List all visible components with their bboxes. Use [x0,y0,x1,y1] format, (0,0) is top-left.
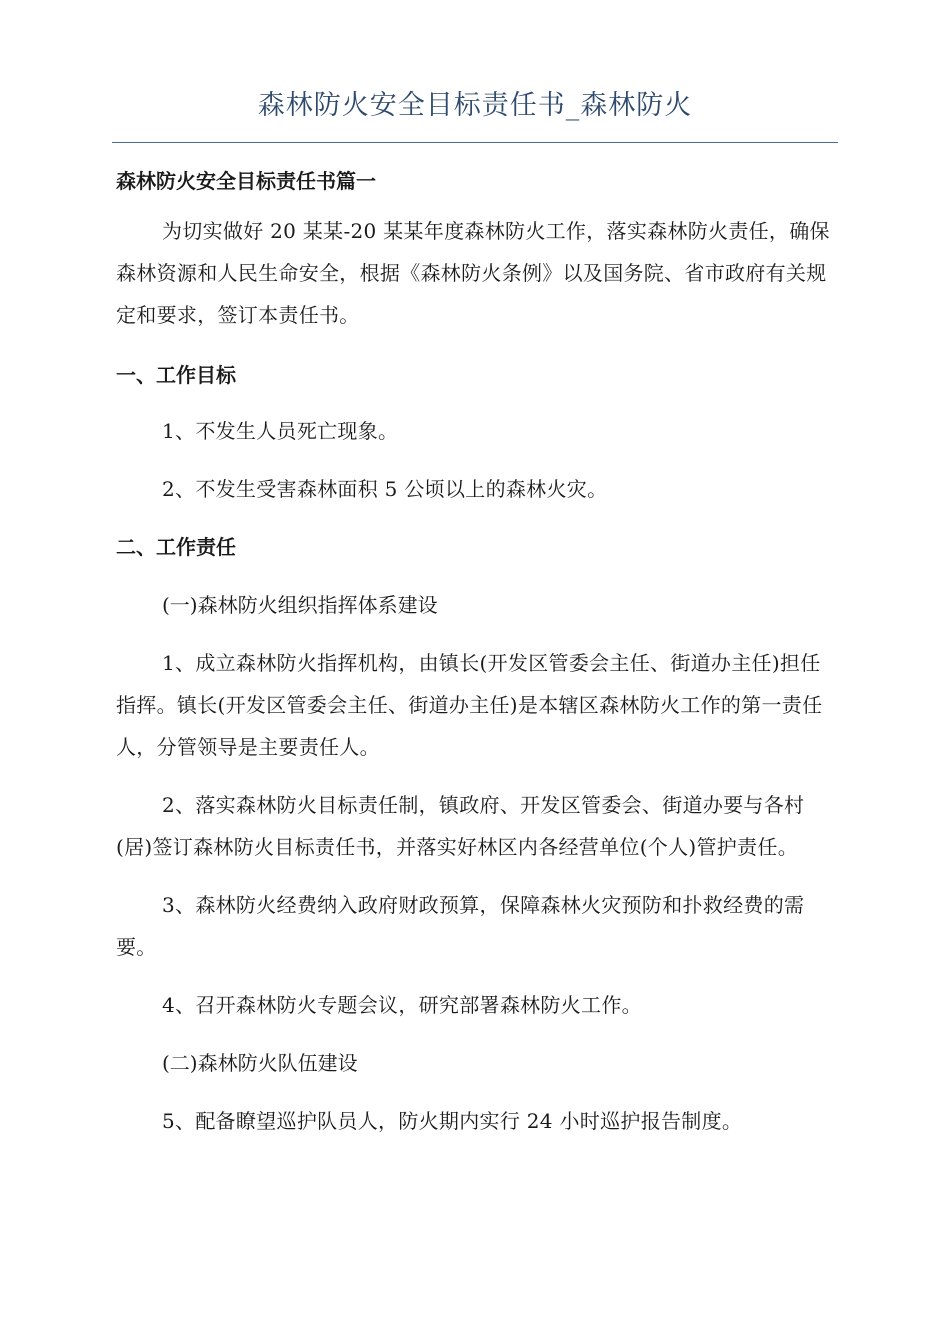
responsibility-item: 5、配备瞭望巡护队员人，防火期内实行 24 小时巡护报告制度。 [162,1109,743,1133]
responsibility-item: 1、成立森林防火指挥机构，由镇长(开发区管委会主任、街道办主任)担任指挥。镇长(开发区管委会主任、街道办主任)是本辖区森林防火工作的第一责任人，分管领导是主要责任人。 [116,651,823,759]
intro-paragraph: 为切实做好 20 某某-20 某某年度森林防火工作，落实森林防火责任，确保森林资源和人民生命安全，根据《森林防火条例》以及国务院、省市政府有关规定和要求，签订本责任书。 [116,219,830,327]
document-body [116,160,840,1142]
responsibility-item: 3、森林防火经费纳入政府财政预算，保障森林火灾预防和扑救经费的需要。 [116,893,805,959]
section-heading-goals: 一、工作目标 [116,363,236,387]
document-title: 森林防火安全目标责任书_森林防火 [257,90,693,121]
section-heading-responsibility: 二、工作责任 [116,535,236,559]
main-heading: 森林防火安全目标责任书篇一 [116,169,376,193]
subsection-heading-command: (一)森林防火组织指挥体系建设 [162,593,438,617]
responsibility-item: 2、落实森林防火目标责任制，镇政府、开发区管委会、街道办要与各村(居)签订森林防火目标责任书，并落实好林区内各经营单位(个人)管护责任。 [116,793,805,859]
responsibility-item: 4、召开森林防火专题会议，研究部署森林防火工作。 [162,993,642,1017]
title-divider [112,142,838,143]
subsection-heading-team: (二)森林防火队伍建设 [162,1051,358,1075]
goal-item: 2、不发生受害森林面积 5 公顷以上的森林火灾。 [162,477,608,501]
goal-item: 1、不发生人员死亡现象。 [162,419,399,443]
